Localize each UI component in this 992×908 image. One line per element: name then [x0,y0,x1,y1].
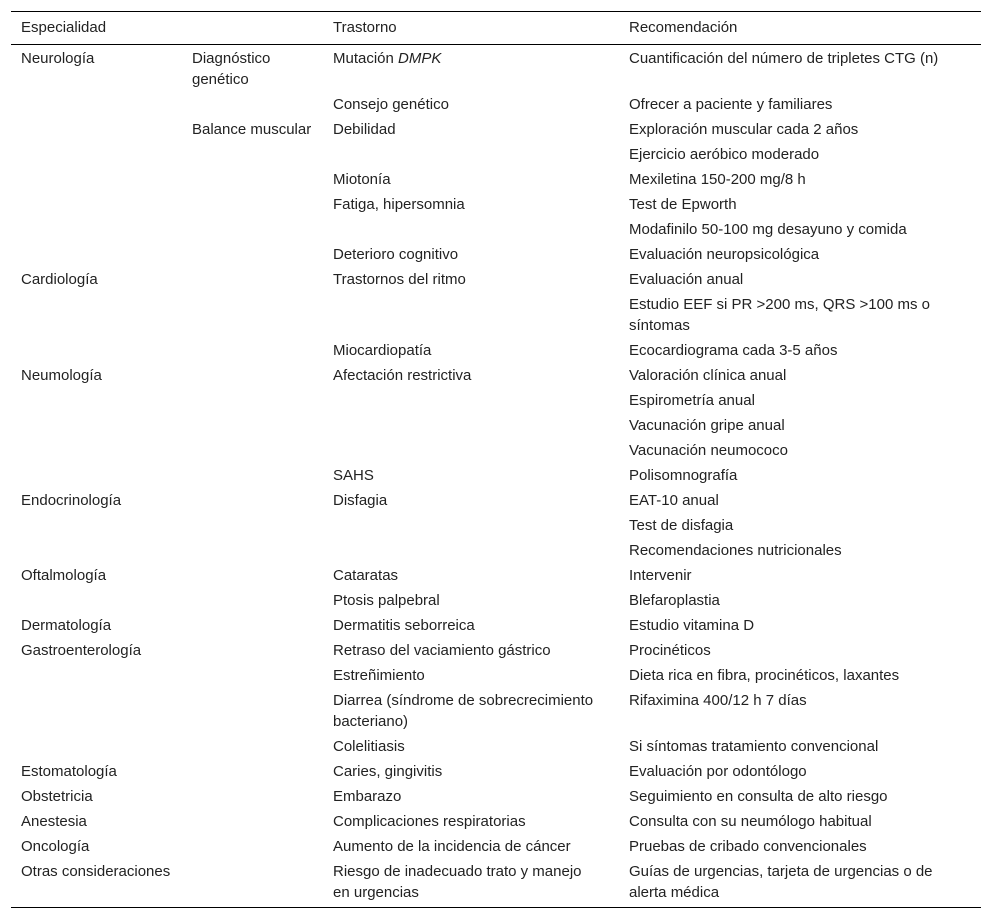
cell-trastorno [323,217,619,242]
cell-subarea [182,217,323,242]
cell-trastorno: Estreñimiento [333,667,425,684]
cell-recomendacion: Procinéticos [629,642,711,659]
table-row [11,438,981,463]
cell-trastorno: Ptosis palpebral [333,592,440,609]
recommendations-table-container [11,11,981,908]
cell-especialidad [11,117,182,142]
cell-recomendacion: Estudio vitamina D [629,617,755,634]
table-row [11,167,981,192]
cell-trastorno: Riesgo de inadecuado trato y manejo en urgencias [323,859,619,908]
cell-subarea [182,463,323,488]
cell-recomendacion: Consulta con su neumólogo habitual [629,813,872,830]
cell-especialidad: Dermatología [21,617,112,634]
cell-trastorno [323,142,619,167]
cell-especialidad: Oncología [21,838,90,855]
table-row [11,734,981,759]
header-subarea [182,12,323,45]
cell-especialidad [11,192,182,217]
table-row [11,242,981,267]
cell-especialidad: Cardiología [21,271,98,288]
cell-especialidad [11,538,182,563]
cell-recomendacion: Test de Epworth [629,196,737,213]
cell-recomendacion: Ejercicio aeróbico moderado [629,146,820,163]
cell-recomendacion: Estudio EEF si PR >200 ms, QRS >100 ms o síntomas [629,296,930,334]
table-row [11,463,981,488]
table-row [11,613,981,638]
cell-especialidad [11,92,182,117]
header-trastorno: Trastorno [323,12,619,45]
cell-especialidad: Otras consideraciones [11,859,182,908]
table-row [11,588,981,613]
header-recomendacion: Recomendación [619,12,981,45]
table-row [11,688,981,734]
table-row [11,513,981,538]
cell-subarea [182,488,323,513]
cell-trastorno: Disfagia [333,492,388,509]
cell-recomendacion: Mexiletina 150-200 mg/8 h [629,171,806,188]
table-header-row [11,12,981,45]
cell-recomendacion: Pruebas de cribado convencionales [629,838,867,855]
cell-especialidad [11,663,182,688]
table-row [11,338,981,363]
table-row [11,413,981,438]
table-row [11,92,981,117]
cell-recomendacion: Intervenir [629,567,692,584]
cell-especialidad: Obstetricia [21,788,93,805]
cell-subarea [182,363,323,388]
cell-subarea: Diagnóstico genético [192,50,271,88]
cell-recomendacion: Si síntomas tratamiento convencional [629,738,879,755]
table-row [11,488,981,513]
table-row [11,217,981,242]
cell-trastorno: Caries, gingivitis [333,763,443,780]
table-row [11,859,981,908]
cell-subarea [182,267,323,292]
cell-especialidad [11,167,182,192]
cell-especialidad: Neumología [21,367,102,384]
cell-trastorno [323,513,619,538]
cell-trastorno [323,413,619,438]
table-row [11,388,981,413]
cell-especialidad: Anestesia [21,813,87,830]
cell-subarea [182,338,323,363]
cell-subarea [182,688,323,734]
cell-recomendacion: Valoración clínica anual [629,367,787,384]
table-row [11,809,981,834]
cell-subarea [182,388,323,413]
cell-especialidad: Gastroenterología [21,642,142,659]
trastorno-text: Mutación [333,50,399,67]
cell-especialidad [11,734,182,759]
cell-recomendacion: Evaluación anual [629,271,744,288]
cell-subarea [182,513,323,538]
cell-trastorno: Consejo genético [333,96,449,113]
cell-subarea [182,588,323,613]
cell-trastorno: Trastornos del ritmo [333,271,466,288]
cell-trastorno: Miotonía [333,171,391,188]
cell-subarea [182,142,323,167]
cell-subarea [182,613,323,638]
cell-subarea [182,167,323,192]
cell-recomendacion: Seguimiento en consulta de alto riesgo [629,788,888,805]
cell-trastorno: Retraso del vaciamiento gástrico [333,642,551,659]
cell-trastorno: Complicaciones respiratorias [333,813,526,830]
cell-trastorno: Miocardiopatía [333,342,432,359]
table-row [11,563,981,588]
cell-subarea [182,784,323,809]
table-row [11,784,981,809]
cell-especialidad [11,217,182,242]
cell-trastorno: SAHS [333,467,374,484]
table-row [11,192,981,217]
cell-recomendacion: Espirometría anual [629,392,755,409]
cell-subarea [182,413,323,438]
cell-trastorno: Diarrea (síndrome de sobrecrecimiento bacteriano) [333,692,594,730]
cell-subarea: Balance muscular [192,121,312,138]
cell-recomendacion: Evaluación neuropsicológica [629,246,820,263]
table-row [11,834,981,859]
cell-subarea [182,638,323,663]
cell-recomendacion: Dieta rica en fibra, procinéticos, laxantes [629,667,900,684]
cell-trastorno: Dermatitis seborreica [333,617,475,634]
cell-subarea [182,663,323,688]
cell-subarea [182,809,323,834]
cell-trastorno: Afectación restrictiva [333,367,472,384]
cell-especialidad [11,142,182,167]
cell-subarea [182,563,323,588]
table-row [11,117,981,142]
cell-especialidad [11,338,182,363]
cell-subarea [182,834,323,859]
cell-subarea [182,438,323,463]
table-row [11,267,981,292]
cell-recomendacion: Vacunación gripe anual [629,417,785,434]
cell-especialidad [11,242,182,267]
cell-trastorno: Aumento de la incidencia de cáncer [333,838,571,855]
table-row [11,759,981,784]
cell-subarea [182,734,323,759]
table-row [11,45,981,93]
cell-recomendacion: Ofrecer a paciente y familiares [629,96,833,113]
cell-recomendacion: Evaluación por odontólogo [629,763,807,780]
cell-recomendacion: Modafinilo 50-100 mg desayuno y comida [629,221,907,238]
cell-subarea [182,92,323,117]
cell-trastorno [323,292,619,338]
table-row [11,292,981,338]
cell-subarea [182,859,323,908]
cell-especialidad [11,463,182,488]
cell-recomendacion: Rifaximina 400/12 h 7 días [629,692,807,709]
cell-trastorno: Cataratas [333,567,399,584]
cell-especialidad [11,438,182,463]
cell-especialidad [11,413,182,438]
cell-trastorno [323,438,619,463]
cell-recomendacion: EAT-10 anual [629,492,719,509]
cell-especialidad: Oftalmología [21,567,107,584]
cell-trastorno [323,538,619,563]
cell-subarea [182,192,323,217]
cell-subarea [182,292,323,338]
cell-trastorno: Fatiga, hipersomnia [333,196,465,213]
cell-recomendacion: Blefaroplastia [629,592,720,609]
cell-recomendacion: Test de disfagia [629,517,734,534]
table-row [11,638,981,663]
cell-recomendacion: Recomendaciones nutricionales [629,542,842,559]
cell-recomendacion: Exploración muscular cada 2 años [629,121,859,138]
cell-trastorno: Colelitiasis [333,738,405,755]
cell-trastorno: Debilidad [333,121,396,138]
recommendations-table [11,11,981,908]
cell-recomendacion: Guías de urgencias, tarjeta de urgencias o de alerta médica [619,859,981,908]
cell-especialidad [11,588,182,613]
cell-recomendacion: Ecocardiograma cada 3-5 años [629,342,838,359]
table-row [11,663,981,688]
table-row [11,538,981,563]
cell-especialidad [11,292,182,338]
cell-trastorno [323,45,619,93]
cell-subarea [182,242,323,267]
cell-trastorno [323,388,619,413]
table-row [11,142,981,167]
cell-especialidad: Neurología [21,50,95,67]
cell-subarea [182,538,323,563]
cell-especialidad: Estomatología [21,763,117,780]
cell-especialidad [11,388,182,413]
table-row [11,363,981,388]
cell-recomendacion: Polisomnografía [629,467,738,484]
cell-trastorno: Deterioro cognitivo [333,246,459,263]
cell-subarea [182,759,323,784]
cell-recomendacion: Vacunación neumococo [629,442,788,459]
cell-trastorno: Embarazo [333,788,402,805]
cell-recomendacion: Cuantificación del número de tripletes CTG (n) [629,50,939,67]
gene-name: DMPK [398,50,442,67]
header-especialidad: Especialidad [11,12,182,45]
cell-especialidad [11,688,182,734]
cell-especialidad: Endocrinología [21,492,122,509]
cell-especialidad [11,513,182,538]
